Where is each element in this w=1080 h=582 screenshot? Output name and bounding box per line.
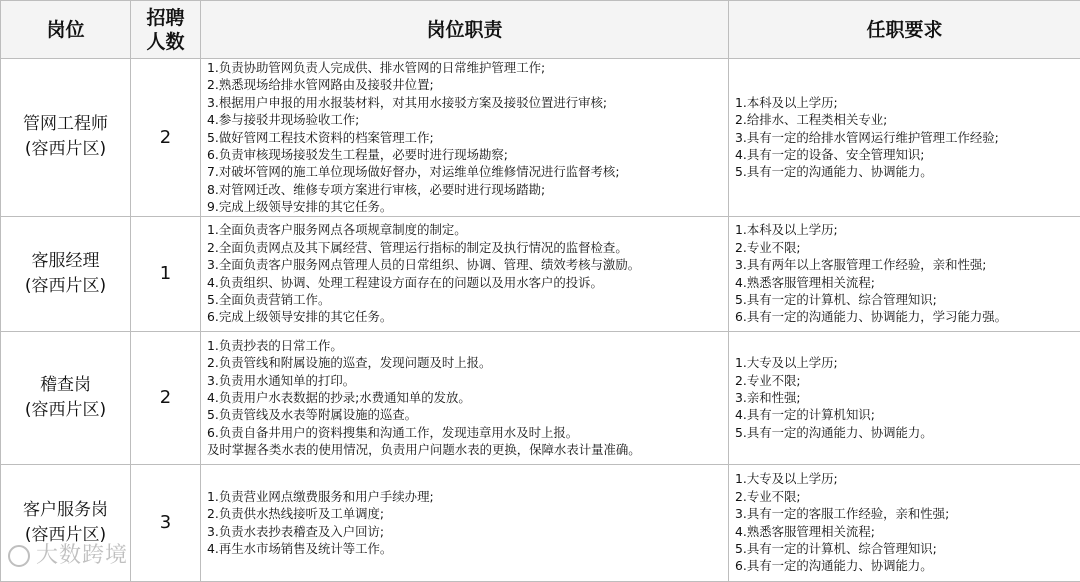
duty-item: 3.根据用户申报的用水报装材料，对其用水接驳方案及接驳位置进行审核; (207, 94, 728, 111)
requirement-item: 1.大专及以上学历; (735, 354, 1080, 371)
duty-item: 5.负责管线及水表等附属设施的巡查。 (207, 406, 728, 423)
duties-cell (201, 216, 729, 331)
header-position: 岗位 (1, 1, 131, 59)
duty-item: 9.完成上级领导安排的其它任务。 (207, 198, 728, 215)
duties-cell (201, 464, 729, 581)
duty-item: 1.负责营业网点缴费服务和用户手续办理; (207, 488, 728, 505)
requirement-item: 2.专业不限; (735, 372, 1080, 389)
duty-item: 2.负责管线和附属设施的巡查，发现问题及时上报。 (207, 354, 728, 371)
table-row (1, 464, 1080, 581)
requirement-item: 6.具有一定的沟通能力、协调能力，学习能力强。 (735, 308, 1080, 325)
duty-item: 3.全面负责客户服务网点管理人员的日常组织、协调、管理、绩效考核与激励。 (207, 256, 728, 273)
duty-item: 4.参与接驳井现场验收工作; (207, 111, 728, 128)
position-title: 管网工程师 (1, 112, 130, 137)
requirement-item: 1.本科及以上学历; (735, 221, 1080, 238)
requirement-item: 5.具有一定的沟通能力、协调能力。 (735, 163, 1080, 180)
requirement-item: 3.亲和性强; (735, 389, 1080, 406)
position-cell (1, 59, 131, 217)
position-area: (容西片区) (1, 523, 130, 548)
watermark-text: 大数跨境 (36, 543, 128, 568)
requirement-item: 4.熟悉客服管理相关流程; (735, 274, 1080, 291)
requirement-item: 4.具有一定的计算机知识; (735, 406, 1080, 423)
requirement-item: 2.专业不限; (735, 488, 1080, 505)
duty-item: 7.对破坏管网的施工单位现场做好督办，对运维单位维修情况进行监督考核; (207, 163, 728, 180)
duty-item: 4.负责组织、协调、处理工程建设方面存在的问题以及用水客户的投诉。 (207, 274, 728, 291)
duties-cell (201, 331, 729, 464)
table-row (1, 59, 1080, 217)
header-count (131, 1, 201, 59)
requirement-item: 1.大专及以上学历; (735, 470, 1080, 487)
position-title: 客服经理 (1, 249, 130, 274)
count-cell: 3 (131, 464, 201, 581)
duty-item: 8.对管网迁改、维修专项方案进行审核，必要时进行现场踏勘; (207, 181, 728, 198)
header-count-label: 招聘人数 (144, 6, 188, 54)
count-cell: 2 (131, 331, 201, 464)
duty-item: 及时掌握各类水表的使用情况，负责用户问题水表的更换，保障水表计量准确。 (207, 441, 728, 458)
duty-item: 5.做好管网工程技术资料的档案管理工作; (207, 129, 728, 146)
table-row (1, 216, 1080, 331)
duty-item: 4.再生水市场销售及统计等工作。 (207, 540, 728, 557)
position-area: (容西片区) (1, 274, 130, 299)
requirement-item: 1.本科及以上学历; (735, 94, 1080, 111)
header-requirements: 任职要求 (729, 1, 1080, 59)
position-cell (1, 331, 131, 464)
watermark (8, 538, 128, 569)
requirement-item: 5.具有一定的计算机、综合管理知识; (735, 540, 1080, 557)
count-cell: 2 (131, 59, 201, 217)
position-title: 客户服务岗 (1, 498, 130, 523)
duty-item: 2.全面负责网点及其下属经营、管理运行指标的制定及执行情况的监督检查。 (207, 239, 728, 256)
duty-item: 4.负责用户水表数据的抄录;水费通知单的发放。 (207, 389, 728, 406)
requirement-item: 5.具有一定的计算机、综合管理知识; (735, 291, 1080, 308)
duty-item: 2.负责供水热线接听及工单调度; (207, 505, 728, 522)
requirements-cell (729, 464, 1080, 581)
duty-item: 5.全面负责营销工作。 (207, 291, 728, 308)
requirements-cell (729, 216, 1080, 331)
duty-item: 3.负责水表抄表稽查及入户回访; (207, 523, 728, 540)
duty-item: 1.全面负责客户服务网点各项规章制度的制定。 (207, 221, 728, 238)
table-row (1, 331, 1080, 464)
position-area: (容西片区) (1, 137, 130, 162)
duty-item: 2.熟悉现场给排水管网路由及接驳井位置; (207, 76, 728, 93)
requirements-cell (729, 59, 1080, 217)
header-duties: 岗位职责 (201, 1, 729, 59)
header-row (1, 1, 1080, 59)
count-cell: 1 (131, 216, 201, 331)
requirement-item: 3.具有一定的给排水管网运行维护管理工作经验; (735, 129, 1080, 146)
duties-cell (201, 59, 729, 217)
watermark-logo-icon (8, 545, 30, 567)
requirements-cell (729, 331, 1080, 464)
duty-item: 1.负责协助管网负责人完成供、排水管网的日常维护管理工作; (207, 59, 728, 76)
requirement-item: 5.具有一定的沟通能力、协调能力。 (735, 424, 1080, 441)
requirement-item: 4.熟悉客服管理相关流程; (735, 523, 1080, 540)
requirement-item: 3.具有一定的客服工作经验，亲和性强; (735, 505, 1080, 522)
position-area: (容西片区) (1, 398, 130, 423)
duty-item: 6.负责自备井用户的资料搜集和沟通工作，发现违章用水及时上报。 (207, 424, 728, 441)
duty-item: 6.负责审核现场接驳发生工程量，必要时进行现场勘察; (207, 146, 728, 163)
requirement-item: 2.专业不限; (735, 239, 1080, 256)
position-cell (1, 216, 131, 331)
requirement-item: 3.具有两年以上客服管理工作经验，亲和性强; (735, 256, 1080, 273)
requirement-item: 6.具有一定的沟通能力、协调能力。 (735, 557, 1080, 574)
requirement-item: 2.给排水、工程类相关专业; (735, 111, 1080, 128)
duty-item: 6.完成上级领导安排的其它任务。 (207, 308, 728, 325)
requirement-item: 4.具有一定的设备、安全管理知识; (735, 146, 1080, 163)
duty-item: 1.负责抄表的日常工作。 (207, 337, 728, 354)
duty-item: 3.负责用水通知单的打印。 (207, 372, 728, 389)
position-title: 稽查岗 (1, 373, 130, 398)
